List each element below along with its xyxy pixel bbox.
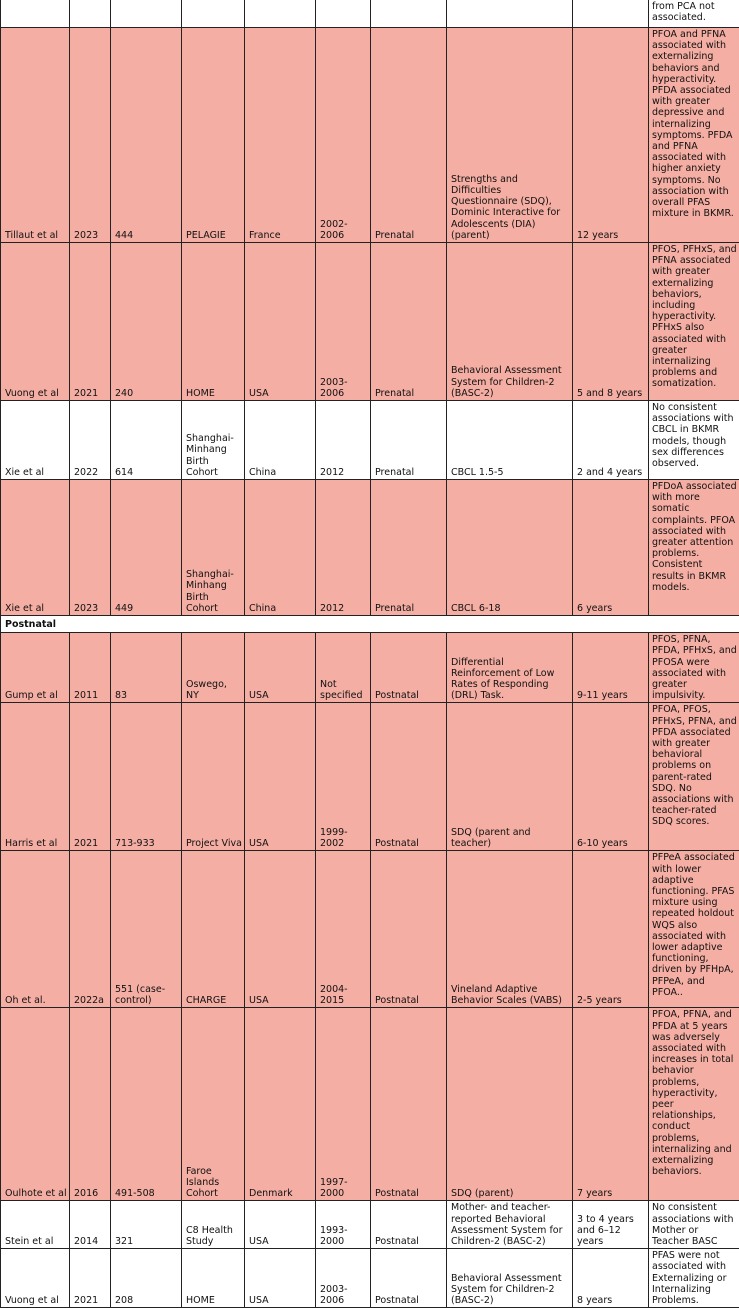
- cohort-cell: Shanghai-Minhang Birth Cohort: [182, 401, 245, 480]
- year-cell: 2023: [70, 28, 111, 243]
- exposure-cell: Prenatal: [371, 401, 447, 480]
- outcome-cell: SDQ (parent): [447, 1008, 573, 1201]
- findings-cell: PFOA, PFNA, and PFDA at 5 years was adversely associated with increases in total behavior problems, hyperactivity, peer relationships, conduct problems, internalizing and externalizing behaviors.: [649, 1008, 739, 1201]
- cohort-cell: Faroe Islands Cohort: [182, 1008, 245, 1201]
- country-cell: USA: [245, 851, 316, 1008]
- outcome-cell: CBCL 6-18: [447, 480, 573, 616]
- country-cell: USA: [245, 703, 316, 851]
- table-row: [1, 851, 739, 1008]
- section-header-row: [1, 616, 739, 633]
- year-cell: 2014: [70, 1201, 111, 1249]
- age-cell: 6 years: [573, 480, 649, 616]
- sample-size-cell: 551 (case-control): [111, 851, 182, 1008]
- country-cell: [245, 0, 316, 28]
- findings-cell: PFAS were not associated with Externalizing or Internalizing Problems.: [649, 1249, 739, 1308]
- country-cell: China: [245, 401, 316, 480]
- table-row: [1, 28, 739, 243]
- findings-cell: No consistent associations with CBCL in BKMR models, though sex differences observed.: [649, 401, 739, 480]
- year-cell: 2022: [70, 401, 111, 480]
- exposure-cell: Prenatal: [371, 28, 447, 243]
- author-cell: Oulhote et al: [1, 1008, 70, 1201]
- age-cell: 8 years: [573, 1249, 649, 1308]
- enrollment-cell: 1999-2002: [316, 703, 371, 851]
- enrollment-cell: 2012: [316, 401, 371, 480]
- findings-cell: PFOS, PFHxS, and PFNA associated with greater externalizing behaviors, including hyperactivity. PFHxS also associated with greater internalizing problems and somatization.: [649, 243, 739, 401]
- sample-size-cell: 614: [111, 401, 182, 480]
- enrollment-cell: [316, 0, 371, 28]
- exposure-cell: [371, 0, 447, 28]
- year-cell: [70, 0, 111, 28]
- country-cell: USA: [245, 633, 316, 703]
- year-cell: 2022a: [70, 851, 111, 1008]
- table-row: [1, 243, 739, 401]
- sample-size-cell: 208: [111, 1249, 182, 1308]
- outcome-cell: Mother- and teacher-reported Behavioral Assessment System for Children-2 (BASC-2): [447, 1201, 573, 1249]
- cohort-cell: HOME: [182, 243, 245, 401]
- outcome-cell: [447, 0, 573, 28]
- enrollment-cell: 2012: [316, 480, 371, 616]
- cohort-cell: CHARGE: [182, 851, 245, 1008]
- cohort-cell: C8 Health Study: [182, 1201, 245, 1249]
- enrollment-cell: 2004-2015: [316, 851, 371, 1008]
- findings-cell: PFOS, PFNA, PFDA, PFHxS, and PFOSA were associated with greater impulsivity.: [649, 633, 739, 703]
- table-row: [1, 1249, 739, 1308]
- sample-size-cell: [111, 0, 182, 28]
- year-cell: 2021: [70, 243, 111, 401]
- outcome-cell: Behavioral Assessment System for Children-2 (BASC-2): [447, 243, 573, 401]
- sample-size-cell: 713-933: [111, 703, 182, 851]
- exposure-cell: Prenatal: [371, 480, 447, 616]
- age-cell: 7 years: [573, 1008, 649, 1201]
- sample-size-cell: 321: [111, 1201, 182, 1249]
- age-cell: 5 and 8 years: [573, 243, 649, 401]
- country-cell: China: [245, 480, 316, 616]
- author-cell: Tillaut et al: [1, 28, 70, 243]
- outcome-cell: Differential Reinforcement of Low Rates of Responding (DRL) Task.: [447, 633, 573, 703]
- country-cell: USA: [245, 1249, 316, 1308]
- exposure-cell: Postnatal: [371, 1249, 447, 1308]
- outcome-cell: Vineland Adaptive Behavior Scales (VABS): [447, 851, 573, 1008]
- exposure-cell: Postnatal: [371, 703, 447, 851]
- table-row: [1, 703, 739, 851]
- author-cell: [1, 0, 70, 28]
- enrollment-cell: 2003-2006: [316, 1249, 371, 1308]
- country-cell: USA: [245, 1201, 316, 1249]
- section-label: Postnatal: [1, 616, 739, 633]
- table-row: [1, 401, 739, 480]
- table-row: [1, 633, 739, 703]
- author-cell: Vuong et al: [1, 1249, 70, 1308]
- sample-size-cell: 444: [111, 28, 182, 243]
- outcome-cell: SDQ (parent and teacher): [447, 703, 573, 851]
- exposure-cell: Prenatal: [371, 243, 447, 401]
- exposure-cell: Postnatal: [371, 851, 447, 1008]
- age-cell: 2-5 years: [573, 851, 649, 1008]
- sample-size-cell: 240: [111, 243, 182, 401]
- enrollment-cell: 1997-2000: [316, 1008, 371, 1201]
- cohort-cell: Oswego, NY: [182, 633, 245, 703]
- cohort-cell: Project Viva: [182, 703, 245, 851]
- country-cell: Denmark: [245, 1008, 316, 1201]
- author-cell: Oh et al.: [1, 851, 70, 1008]
- findings-cell: PFDoA associated with more somatic complaints. PFOA associated with greater attention problems. Consistent results in BKMR models.: [649, 480, 739, 616]
- enrollment-cell: 1993-2000: [316, 1201, 371, 1249]
- sample-size-cell: 83: [111, 633, 182, 703]
- author-cell: Xie et al: [1, 401, 70, 480]
- country-cell: France: [245, 28, 316, 243]
- year-cell: 2021: [70, 1249, 111, 1308]
- year-cell: 2023: [70, 480, 111, 616]
- cohort-cell: PELAGIE: [182, 28, 245, 243]
- findings-cell: No consistent associations with Mother or Teacher BASC: [649, 1201, 739, 1249]
- author-cell: Gump et al: [1, 633, 70, 703]
- exposure-cell: Postnatal: [371, 1008, 447, 1201]
- outcome-cell: CBCL 1.5-5: [447, 401, 573, 480]
- year-cell: 2016: [70, 1008, 111, 1201]
- year-cell: 2011: [70, 633, 111, 703]
- exposure-cell: Postnatal: [371, 1201, 447, 1249]
- postnatal-rows: [1, 633, 739, 1308]
- enrollment-cell: 2003-2006: [316, 243, 371, 401]
- prenatal-rows: [1, 28, 739, 616]
- exposure-cell: Postnatal: [371, 633, 447, 703]
- cohort-cell: Shanghai-Minhang Birth Cohort: [182, 480, 245, 616]
- table-row: [1, 1201, 739, 1249]
- age-cell: 2 and 4 years: [573, 401, 649, 480]
- sample-size-cell: 449: [111, 480, 182, 616]
- country-cell: USA: [245, 243, 316, 401]
- age-cell: 9-11 years: [573, 633, 649, 703]
- sample-size-cell: 491-508: [111, 1008, 182, 1201]
- enrollment-cell: 2002-2006: [316, 28, 371, 243]
- author-cell: Vuong et al: [1, 243, 70, 401]
- cohort-cell: [182, 0, 245, 28]
- cohort-cell: HOME: [182, 1249, 245, 1308]
- table-row: [1, 1008, 739, 1201]
- age-cell: 6-10 years: [573, 703, 649, 851]
- enrollment-cell: Not specified: [316, 633, 371, 703]
- age-cell: 3 to 4 years and 6–12 years: [573, 1201, 649, 1249]
- year-cell: 2021: [70, 703, 111, 851]
- findings-cell: from PCA not associated.: [649, 0, 739, 28]
- outcome-cell: Strengths and Difficulties Questionnaire (SDQ), Dominic Interactive for Adolescents (DIA) (parent): [447, 28, 573, 243]
- outcome-cell: Behavioral Assessment System for Children-2 (BASC-2): [447, 1249, 573, 1308]
- table-row-top-continued: [1, 0, 739, 28]
- age-cell: [573, 0, 649, 28]
- findings-cell: PFPeA associated with lower adaptive functioning. PFAS mixture using repeated holdout WQS also associated with lower adaptive functioning, driven by PFHpA, PFPeA, and PFOA..: [649, 851, 739, 1008]
- findings-cell: PFOA, PFOS, PFHxS, PFNA, and PFDA associated with greater behavioral problems on parent-rated SDQ. No associations with teacher-rated SDQ scores.: [649, 703, 739, 851]
- author-cell: Xie et al: [1, 480, 70, 616]
- author-cell: Stein et al: [1, 1201, 70, 1249]
- findings-cell: PFOA and PFNA associated with externalizing behaviors and hyperactivity. PFDA associated with greater depressive and internalizing symptoms. PFDA and PFNA associated with higher anxiety symptoms. No association with overall PFAS mixture in BKMR.: [649, 28, 739, 243]
- table-row: [1, 480, 739, 616]
- author-cell: Harris et al: [1, 703, 70, 851]
- age-cell: 12 years: [573, 28, 649, 243]
